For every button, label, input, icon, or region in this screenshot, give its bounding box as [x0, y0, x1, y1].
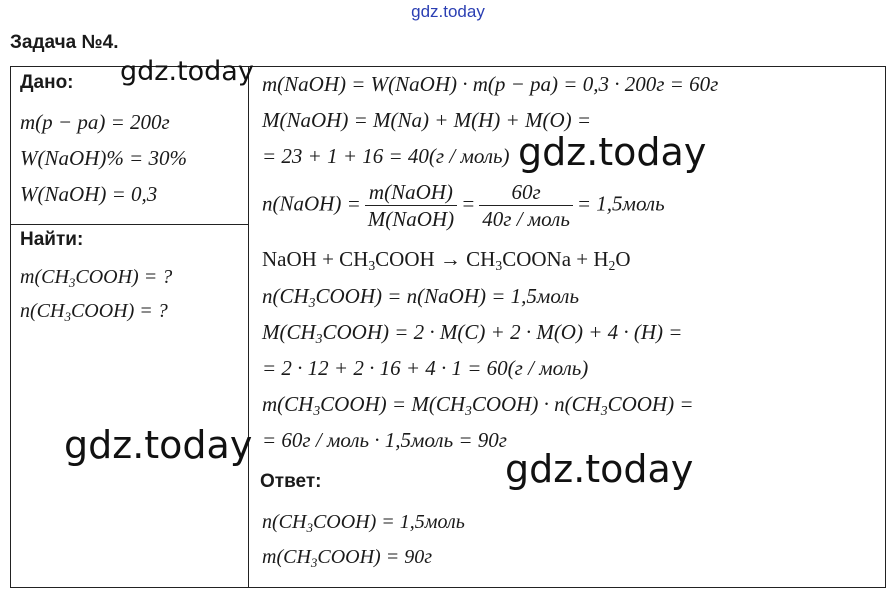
- answer-item: $m(CH_3COOH) = 90г$: [262, 546, 433, 570]
- watermark-text: gdz.today: [64, 423, 253, 467]
- table-row-divider: [10, 224, 249, 225]
- given-item: W(NaOH) = 0,3: [20, 182, 158, 206]
- solution-line: = 60г / моль · 1,5моль = 90г: [262, 428, 507, 452]
- solution-line: M(NaOH) = M(Na) + M(H) + M(O) =: [262, 108, 592, 132]
- answer-item: $n(CH_3COOH)$ = 1,5моль: [262, 511, 465, 535]
- table-column-divider: [248, 66, 249, 588]
- solution-line: $M(CH_3COOH) = 2 \cdot M(C) + 2 \cdot M(O) + 4 \cdot (H)$ =: [262, 320, 683, 347]
- find-item: $m(CH_3COOH)$ = ?: [20, 266, 173, 290]
- reaction-equation: NaOH + $CH_3COOH$ → $CH_3COONa + H_2O$: [262, 247, 631, 274]
- watermark-text: gdz.today: [120, 56, 254, 87]
- site-watermark-header[interactable]: gdz.today: [411, 2, 485, 21]
- fraction: $\frac{60г}{\text{40г / моль}}$: [479, 180, 573, 231]
- solution-line-fraction: n(NaOH) = $\frac{\text{m(NaOH)}}{\text{M(NaOH)}}$ = $\frac{60г}{\text{40г / моль}}$ = 1,5моль: [262, 180, 665, 231]
- answer-label: Ответ:: [260, 471, 322, 492]
- given-item: W(NaOH)% = 30%: [20, 146, 187, 170]
- find-label: Найти:: [20, 229, 84, 250]
- solution-line: = 2 · 12 + 2 · 16 + 4 · 1 = 60(г / моль): [262, 356, 589, 380]
- find-item: $n(CH_3COOH)$ = ?: [20, 300, 168, 324]
- solution-line: = 23 + 1 + 16 = 40(г / моль): [262, 144, 510, 168]
- watermark-text: gdz.today: [505, 447, 694, 491]
- watermark-text: gdz.today: [518, 130, 707, 174]
- solution-line: $n(CH_3COOH)$ = n(NaOH) = 1,5моль: [262, 284, 580, 311]
- given-label: Дано:: [20, 72, 74, 93]
- solution-line: $m(CH_3COOH)$ = $M(CH_3COOH)$ · $n(CH_3COOH)$ =: [262, 392, 694, 419]
- task-title: Задача №4.: [10, 32, 119, 53]
- given-item: m(p − pa) = 200г: [20, 110, 170, 134]
- fraction: $\frac{\text{m(NaOH)}}{\text{M(NaOH)}}$: [365, 180, 457, 231]
- solution-line: m(NaOH) = W(NaOH) · m(p − pa) = 0,3 · 200г = 60г: [262, 72, 719, 96]
